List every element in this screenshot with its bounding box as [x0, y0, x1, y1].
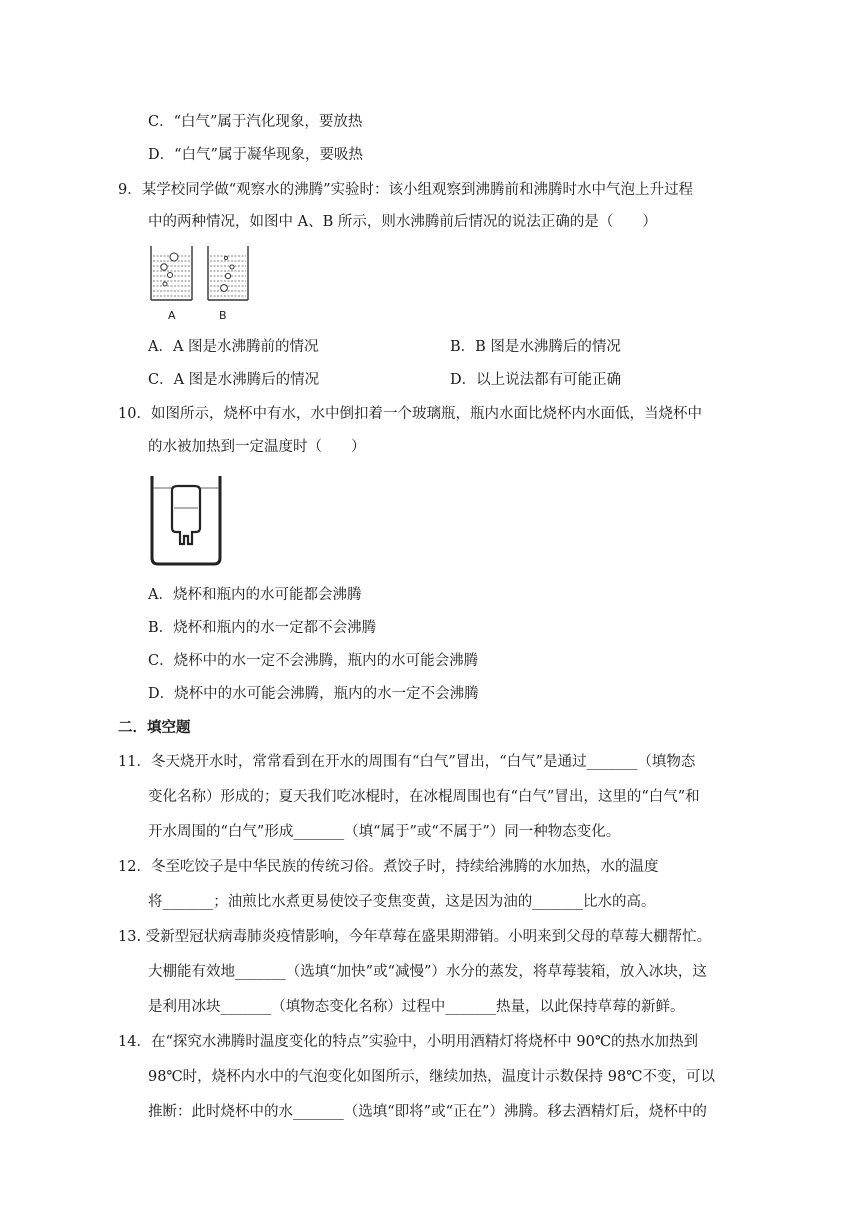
q13-line3: 是利用冰块_______（填物态变化名称）过程中_______热量，以此保持草莓的新鲜。 — [148, 999, 685, 1015]
beaker-with-bottle-icon — [148, 474, 224, 568]
q9-option-b: B．B 图是水沸腾后的情况 — [450, 339, 621, 355]
q13-line1: 13. 受新型冠状病毒肺炎疫情影响，今年草莓在盛果期滞销。小明来到父母的草莓大棚帮忙。 — [118, 929, 712, 945]
q10-option-c: C．烧杯中的水一定不会沸腾，瓶内的水可能会沸腾 — [148, 653, 479, 669]
q10-stem-line2: 的水被加热到一定温度时（ ） — [148, 439, 366, 455]
q9-stem-line2: 中的两种情况，如图中 A、B 所示，则水沸腾前后情况的说法正确的是（ ） — [148, 214, 657, 230]
q12-line2: 将_______；油煎比水煮更易使饺子变焦变黄，这是因为油的_______比水的高。 — [148, 894, 656, 910]
q10-option-d: D．烧杯中的水可能会沸腾，瓶内的水一定不会沸腾 — [148, 686, 479, 702]
q13-line2: 大棚能有效地_______（选填“加快”或“减慢”）水分的蒸发，将草莓装箱，放入冰块，这 — [148, 964, 707, 980]
q14-line2: 98℃时，烧杯内水中的气泡变化如图所示，继续加热，温度计示数保持 98℃不变，可以 — [148, 1069, 715, 1085]
q10-option-a: A．烧杯和瓶内的水可能都会沸腾 — [148, 587, 362, 603]
q8-option-c: C．“白气”属于汽化现象，要放热 — [148, 114, 363, 130]
q11-line1: 11．冬天烧开水时，常常看到在开水的周围有“白气”冒出，“白气”是通过_______（填物态 — [118, 754, 696, 770]
q9-option-c: C．A 图是水沸腾后的情况 — [148, 372, 320, 388]
q8-option-d: D．“白气”属于凝华现象，要吸热 — [148, 147, 363, 163]
q10-option-b: B．烧杯和瓶内的水一定都不会沸腾 — [148, 620, 377, 636]
q14-line3: 推断：此时烧杯中的水_______（选填“即将”或“正在”）沸腾。移去酒精灯后，烧杯中的 — [148, 1104, 707, 1120]
q14-line1: 14．在“探究水沸腾时温度变化的特点”实验中，小明用酒精灯将烧杯中 90℃的热水加热到 — [118, 1034, 699, 1050]
q12-line1: 12．冬至吃饺子是中华民族的传统习俗。煮饺子时，持续给沸腾的水加热，水的温度 — [118, 859, 659, 875]
q9-option-d: D．以上说法都有可能正确 — [450, 372, 622, 388]
figure-label-b: B — [219, 309, 227, 322]
q9-beaker-figure — [148, 244, 258, 326]
beaker-b-icon — [208, 246, 248, 300]
section-title-fill-in: 二．填空题 — [118, 719, 191, 736]
beaker-a-icon — [151, 246, 192, 300]
q11-line3: 开水周围的“白气”形成_______（填“属于”或“不属于”）同一种物态变化。 — [148, 824, 621, 840]
q10-stem-line1: 10．如图所示，烧杯中有水，水中倒扣着一个玻璃瓶，瓶内水面比烧杯内水面低，当烧杯中 — [118, 406, 702, 422]
q9-option-a: A．A 图是水沸腾前的情况 — [148, 339, 319, 355]
figure-label-a: A — [168, 309, 176, 322]
q9-stem-line1: 9．某学校同学做“观察水的沸腾”实验时：该小组观察到沸腾前和沸腾时水中气泡上升过程 — [118, 182, 694, 198]
q11-line2: 变化名称）形成的；夏天我们吃冰棍时，在冰棍周围也有“白气”冒出，这里的“白气”和 — [148, 789, 700, 805]
